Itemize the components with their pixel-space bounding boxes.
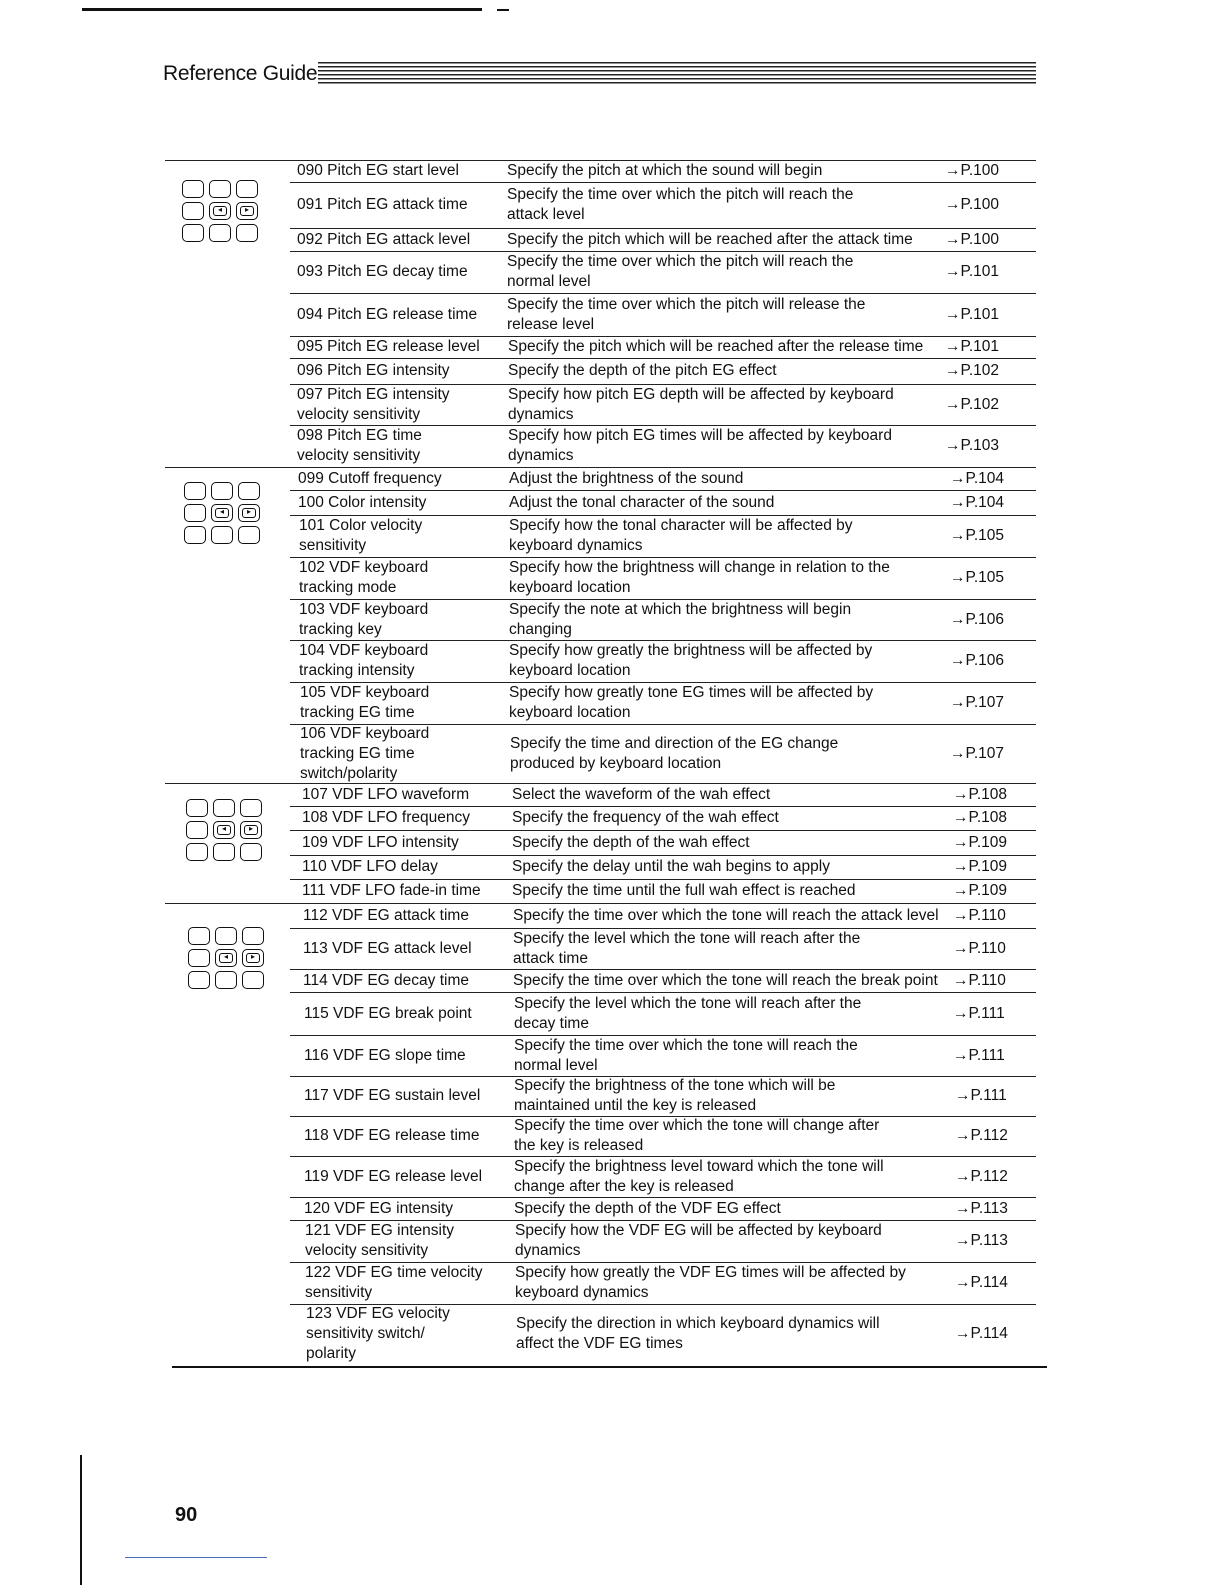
- key-icon: [182, 224, 204, 242]
- page-reference: [945, 228, 1025, 251]
- parameter-description-text: Specify how pitch EG depth will be affected by keyboard dynamics: [508, 385, 894, 423]
- parameter-description-text: Specify the level which the tone will reach after the attack time: [513, 929, 861, 967]
- page-reference-text: →P.106: [950, 610, 1005, 628]
- table-row: [0, 336, 1224, 358]
- left-arrow-icon: ◂: [217, 205, 222, 214]
- parameter-name-text: 096 Pitch EG intensity: [297, 362, 450, 379]
- table-row: [0, 251, 1224, 293]
- parameter-description: [514, 1076, 954, 1116]
- parameter-name-text: 108 VDF LFO frequency: [302, 809, 470, 826]
- param-key-icon: [238, 504, 260, 522]
- key-icon: [242, 927, 264, 945]
- parameter-name: [303, 969, 508, 992]
- parameter-description-text: Select the waveform of the wah effect: [512, 785, 771, 803]
- page-reference: [955, 1304, 1035, 1364]
- table-row: [0, 992, 1224, 1035]
- page-reference-text: →P.102: [945, 395, 1000, 413]
- page-reference: [945, 358, 1025, 384]
- table-row: [0, 1076, 1224, 1116]
- page-reference-text: →P.104: [950, 493, 1005, 511]
- page-reference: [953, 783, 1033, 806]
- right-arrow-icon: ▸: [246, 507, 251, 516]
- parameter-name-text: 113 VDF EG attack level: [303, 939, 472, 957]
- parameter-description-text: Specify the brightness of the tone which will be maintained until the key is released: [514, 1077, 836, 1114]
- parameter-name: [298, 467, 503, 490]
- page-reference-text: →P.106: [950, 652, 1005, 669]
- parameter-description: [513, 928, 953, 969]
- parameter-name-text: 092 Pitch EG attack level: [297, 230, 471, 248]
- page-reference-text: →P.113: [955, 1232, 1008, 1249]
- parameter-name-text: 091 Pitch EG attack time: [297, 196, 468, 213]
- page-reference: [945, 336, 1025, 358]
- parameter-description-text: Specify how the brightness will change in relation to the keyboard location: [509, 559, 890, 596]
- parameter-name-text: 112 VDF EG attack time: [303, 906, 469, 924]
- parameter-name-text: 100 Color intensity: [298, 493, 427, 511]
- key-icon: [213, 799, 235, 817]
- parameter-description-text: Specify the time over which the tone will reach the attack level: [513, 906, 939, 924]
- parameter-name-text: 094 Pitch EG release time: [297, 305, 478, 323]
- page-reference: [955, 1116, 1035, 1156]
- table-row: [0, 1116, 1224, 1156]
- parameter-name: [297, 293, 502, 336]
- parameter-description-text: Specify the frequency of the wah effect: [512, 809, 779, 826]
- parameter-description-text: Specify the pitch at which the sound will begin: [507, 162, 823, 179]
- parameter-description-text: Specify the delay until the wah begins to apply: [512, 858, 830, 875]
- parameter-description: [516, 1304, 956, 1364]
- parameter-description: [507, 228, 947, 251]
- table-row: [0, 879, 1224, 903]
- table-row: [0, 1156, 1224, 1197]
- page-reference-text: →P.105: [950, 527, 1005, 544]
- parameter-description: [514, 1116, 954, 1156]
- parameter-description: [514, 1035, 954, 1076]
- param-key-icon: [209, 202, 231, 220]
- key-icon: [188, 927, 210, 945]
- parameter-name: [302, 783, 507, 806]
- key-icon: [238, 526, 260, 544]
- page-reference: [950, 599, 1030, 640]
- page-reference-text: →P.105: [950, 569, 1005, 586]
- parameter-name: [299, 640, 504, 682]
- parameter-name: [300, 682, 505, 724]
- page-reference: [950, 515, 1030, 557]
- page-reference: [953, 992, 1033, 1035]
- parameter-name: [302, 855, 507, 879]
- parameter-description-text: Specify how greatly the brightness will be affected by keyboard location: [509, 642, 873, 679]
- page-reference: [953, 969, 1033, 992]
- page-reference: [945, 160, 1025, 182]
- param-key-icon: [213, 821, 235, 839]
- parameter-name-text: 117 VDF EG sustain level: [304, 1087, 481, 1104]
- parameter-description-text: Specify the pitch which will be reached after the release time: [508, 338, 924, 355]
- parameter-name-text: 109 VDF LFO intensity: [302, 833, 459, 851]
- page-reference: [945, 293, 1025, 336]
- parameter-name-text: 118 VDF EG release time: [304, 1127, 480, 1144]
- table-row: [0, 928, 1224, 969]
- parameter-description-text: Specify the pitch which will be reached after the attack time: [507, 230, 913, 248]
- table-row: [0, 557, 1224, 599]
- parameter-description-text: Adjust the brightness of the sound: [509, 469, 744, 487]
- parameter-name-text: 105 VDF keyboard tracking EG time: [300, 684, 430, 721]
- parameter-description-text: Specify the time over which the tone will reach the normal level: [514, 1036, 858, 1074]
- parameter-name: [297, 228, 502, 251]
- table-row: [0, 724, 1224, 783]
- page-reference: [945, 251, 1025, 293]
- table-row: [0, 969, 1224, 992]
- page-reference-text: →P.111: [953, 1046, 1005, 1064]
- left-arrow-icon: ◂: [223, 952, 228, 961]
- parameter-name: [304, 1116, 509, 1156]
- parameter-description-text: Specify the depth of the wah effect: [512, 833, 750, 851]
- parameter-description: [509, 490, 949, 515]
- parameter-name: [303, 903, 508, 928]
- page-reference-text: →P.108: [953, 785, 1008, 803]
- parameter-description-text: Specify how the tonal character will be affected by keyboard dynamics: [509, 517, 853, 554]
- parameter-name: [299, 599, 504, 640]
- parameter-description-text: Specify the time and direction of the EG change produced by keyboard location: [510, 734, 839, 772]
- parameter-description: [508, 358, 948, 384]
- left-arrow-icon: ◂: [219, 507, 224, 516]
- page-reference-text: →P.109: [953, 882, 1008, 899]
- parameter-description: [508, 336, 948, 358]
- keypad-icon: [182, 180, 262, 244]
- key-icon: [236, 224, 258, 242]
- parameter-name: [304, 1197, 509, 1220]
- page-reference: [950, 640, 1030, 682]
- page-reference-text: →P.101: [945, 263, 1000, 280]
- page-reference: [950, 467, 1030, 490]
- parameter-name: [297, 182, 502, 228]
- page-reference-text: →P.112: [955, 1127, 1008, 1144]
- parameter-name-text: 110 VDF LFO delay: [302, 858, 438, 875]
- keypad-icon: [188, 927, 268, 991]
- parameter-name-text: 122 VDF EG time velocity sensitivity: [305, 1264, 483, 1301]
- parameter-description-text: Specify the level which the tone will reach after the decay time: [514, 994, 862, 1032]
- page-reference: [955, 1220, 1035, 1262]
- parameter-description-text: Adjust the tonal character of the sound: [509, 493, 775, 511]
- parameter-description-text: Specify the time over which the tone will change after the key is released: [514, 1117, 880, 1154]
- parameter-description: [512, 855, 952, 879]
- param-key-icon: [211, 504, 233, 522]
- parameter-name-text: 099 Cutoff frequency: [298, 469, 442, 487]
- page-reference-text: →P.109: [953, 833, 1008, 851]
- parameter-description: [515, 1220, 955, 1262]
- table-row: [0, 830, 1224, 855]
- page-reference-text: →P.111: [953, 1004, 1005, 1022]
- key-icon: [242, 971, 264, 989]
- key-icon: [240, 843, 262, 861]
- keypad-icon: [186, 799, 266, 863]
- page-reference: [955, 1197, 1035, 1220]
- page-reference-text: →P.111: [955, 1087, 1007, 1104]
- parameter-description-text: Specify the direction in which keyboard dynamics will affect the VDF EG times: [516, 1315, 880, 1352]
- table-row: [0, 682, 1224, 724]
- key-icon: [213, 843, 235, 861]
- table-row: [0, 1220, 1224, 1262]
- parameter-description: [509, 640, 949, 682]
- parameter-description: [514, 1197, 954, 1220]
- margin-bar: [80, 1455, 82, 1585]
- key-icon: [184, 526, 206, 544]
- parameter-description-text: Specify the brightness level toward which the tone will change after the key is released: [514, 1157, 884, 1195]
- parameter-name: [302, 879, 507, 903]
- table-row: [0, 1197, 1224, 1220]
- page-reference-text: →P.110: [953, 971, 1006, 989]
- parameter-name-text: 114 VDF EG decay time: [303, 971, 469, 989]
- parameter-description-text: Specify how greatly tone EG times will be affected by keyboard location: [509, 684, 874, 721]
- key-icon: [209, 180, 231, 198]
- parameter-description: [512, 783, 952, 806]
- page-reference: [953, 879, 1033, 903]
- page-reference: [955, 1156, 1035, 1197]
- table-row: [0, 1035, 1224, 1076]
- key-icon: [240, 799, 262, 817]
- key-icon: [184, 482, 206, 500]
- page-reference-text: →P.110: [953, 939, 1006, 957]
- key-icon: [182, 202, 204, 220]
- page-header-title: Reference Guide: [163, 62, 318, 85]
- parameter-name-text: 120 VDF EG intensity: [304, 1199, 454, 1217]
- page-reference: [953, 928, 1033, 969]
- parameter-description: [509, 467, 949, 490]
- page-reference-text: →P.109: [953, 858, 1008, 875]
- table-row: [0, 160, 1224, 182]
- parameter-name: [305, 1262, 510, 1304]
- key-icon: [211, 482, 233, 500]
- parameter-description: [509, 557, 949, 599]
- parameter-name: [302, 806, 507, 830]
- parameter-name-text: 106 VDF keyboard tracking EG time switch/polarity: [300, 724, 430, 782]
- parameter-description: [514, 1156, 954, 1197]
- parameter-name: [297, 336, 502, 358]
- parameter-name: [304, 1156, 509, 1197]
- key-icon: [215, 927, 237, 945]
- parameter-description-text: Specify the time over which the pitch will reach the normal level: [507, 253, 854, 290]
- parameter-name-text: 119 VDF EG release level: [304, 1167, 483, 1185]
- parameter-name-text: 121 VDF EG intensity velocity sensitivity: [305, 1222, 455, 1259]
- page-number: 90: [175, 1504, 198, 1526]
- parameter-description-text: Specify the time over which the pitch will release the release level: [507, 295, 866, 333]
- key-icon: [211, 526, 233, 544]
- parameter-description: [515, 1262, 955, 1304]
- parameter-name: [299, 515, 504, 557]
- parameter-description: [507, 293, 947, 336]
- parameter-name: [305, 1220, 510, 1262]
- parameter-description: [512, 806, 952, 830]
- page-reference: [953, 1035, 1033, 1076]
- table-row: [0, 1262, 1224, 1304]
- parameter-name: [306, 1304, 511, 1364]
- right-arrow-icon: ▸: [248, 824, 253, 833]
- page-reference: [955, 1262, 1035, 1304]
- parameter-description-text: Specify the depth of the VDF EG effect: [514, 1199, 781, 1217]
- parameter-description: [514, 992, 954, 1035]
- parameter-name-text: 116 VDF EG slope time: [304, 1046, 466, 1064]
- key-icon: [238, 482, 260, 500]
- table-row: [0, 599, 1224, 640]
- key-icon: [215, 971, 237, 989]
- page-reference-text: →P.107: [950, 694, 1005, 711]
- page-reference: [953, 830, 1033, 855]
- parameter-description: [509, 599, 949, 640]
- parameter-name: [304, 992, 509, 1035]
- parameter-name-text: 103 VDF keyboard tracking key: [299, 600, 429, 638]
- parameter-name-text: 101 Color velocity sensitivity: [299, 517, 423, 554]
- key-icon: [182, 180, 204, 198]
- table-row: [0, 783, 1224, 806]
- parameter-name: [304, 1076, 509, 1116]
- table-row: [0, 425, 1224, 467]
- parameter-name-text: 111 VDF LFO fade-in time: [302, 882, 481, 899]
- table-row: [0, 806, 1224, 830]
- parameter-name-text: 107 VDF LFO waveform: [302, 785, 470, 803]
- key-icon: [186, 821, 208, 839]
- table-row: [0, 903, 1224, 928]
- parameter-name-text: 098 Pitch EG time velocity sensitivity: [297, 427, 422, 464]
- parameter-name-text: 097 Pitch EG intensity velocity sensitivity: [297, 385, 450, 423]
- param-key-icon: [242, 949, 264, 967]
- footer-line: [125, 1557, 267, 1558]
- parameter-name-text: 095 Pitch EG release level: [297, 338, 480, 355]
- key-icon: [236, 180, 258, 198]
- table-row: [0, 384, 1224, 425]
- parameter-name: [303, 928, 508, 969]
- page-reference: [945, 425, 1025, 467]
- key-icon: [184, 504, 206, 522]
- parameter-description: [512, 830, 952, 855]
- parameter-name-text: 093 Pitch EG decay time: [297, 263, 468, 280]
- page-reference-text: →P.101: [945, 338, 1000, 355]
- right-arrow-icon: ▸: [244, 205, 249, 214]
- page-reference-text: →P.114: [955, 1274, 1008, 1291]
- parameter-name-text: 123 VDF EG velocity sensitivity switch/ polarity: [306, 1305, 450, 1362]
- parameter-description: [509, 682, 949, 724]
- parameter-name: [297, 358, 502, 384]
- table-bottom-rule: [172, 1366, 1047, 1368]
- parameter-name: [297, 251, 502, 293]
- parameter-description: [507, 182, 947, 228]
- table-row: [0, 855, 1224, 879]
- table-row: [0, 293, 1224, 336]
- parameter-description: [513, 903, 953, 928]
- parameter-description: [507, 160, 947, 182]
- parameter-name-text: 104 VDF keyboard tracking intensity: [299, 642, 429, 679]
- parameter-description: [509, 515, 949, 557]
- keypad-icon: [184, 482, 264, 546]
- table-row: [0, 640, 1224, 682]
- page-reference-text: →P.110: [953, 906, 1006, 924]
- parameter-name: [304, 1035, 509, 1076]
- parameter-name: [299, 557, 504, 599]
- parameter-description-text: Specify the time over which the tone will reach the break point: [513, 971, 938, 989]
- page-reference: [950, 682, 1030, 724]
- parameter-description: [512, 879, 952, 903]
- page-reference: [953, 806, 1033, 830]
- page-reference-text: →P.107: [950, 744, 1005, 762]
- page-reference-text: →P.101: [945, 305, 1000, 323]
- table-row: [0, 358, 1224, 384]
- page-reference-text: →P.102: [945, 362, 1000, 379]
- key-icon: [209, 224, 231, 242]
- page-reference-text: →P.103: [945, 437, 1000, 454]
- right-arrow-icon: ▸: [250, 952, 255, 961]
- parameter-description-text: Specify how pitch EG times will be affected by keyboard dynamics: [508, 427, 892, 464]
- page-reference: [953, 855, 1033, 879]
- param-key-icon: [240, 821, 262, 839]
- left-arrow-icon: ◂: [221, 824, 226, 833]
- parameter-name: [298, 490, 503, 515]
- parameter-name-text: 090 Pitch EG start level: [297, 162, 459, 179]
- page-reference: [955, 1076, 1035, 1116]
- key-icon: [188, 949, 210, 967]
- key-icon: [186, 799, 208, 817]
- param-key-icon: [236, 202, 258, 220]
- parameter-description-text: Specify how the VDF EG will be affected by keyboard dynamics: [515, 1222, 882, 1259]
- page-reference: [950, 490, 1030, 515]
- page-reference-text: →P.108: [953, 809, 1008, 826]
- page-reference-text: →P.100: [945, 196, 1000, 213]
- parameter-description: [513, 969, 953, 992]
- parameter-name: [302, 830, 507, 855]
- parameter-name: [297, 384, 502, 425]
- page-reference: [950, 557, 1030, 599]
- key-icon: [186, 843, 208, 861]
- page-reference-text: →P.104: [950, 469, 1005, 487]
- parameter-description: [507, 251, 947, 293]
- parameter-description-text: Specify the depth of the pitch EG effect: [508, 362, 777, 379]
- parameter-description: [508, 384, 948, 425]
- page-reference-text: →P.100: [945, 162, 1000, 179]
- page-reference: [945, 182, 1025, 228]
- key-icon: [188, 971, 210, 989]
- parameter-name-text: 102 VDF keyboard tracking mode: [299, 559, 429, 596]
- param-key-icon: [215, 949, 237, 967]
- parameter-description-text: Specify the time until the full wah effect is reached: [512, 882, 856, 899]
- table-row: [0, 1304, 1224, 1364]
- page-reference: [945, 384, 1025, 425]
- page-reference: [950, 724, 1030, 783]
- parameter-description: [510, 724, 950, 783]
- parameter-description: [508, 425, 948, 467]
- page-reference-text: →P.112: [955, 1167, 1008, 1185]
- page-reference-text: →P.113: [955, 1199, 1008, 1217]
- page-reference: [953, 903, 1033, 928]
- parameter-name: [297, 425, 502, 467]
- parameter-description-text: Specify how greatly the VDF EG times will be affected by keyboard dynamics: [515, 1264, 906, 1301]
- parameter-name: [300, 724, 505, 783]
- page-reference-text: →P.114: [955, 1325, 1008, 1342]
- parameter-description-text: Specify the note at which the brightness will begin changing: [509, 600, 852, 638]
- parameter-name: [297, 160, 502, 182]
- parameter-description-text: Specify the time over which the pitch will reach the attack level: [507, 186, 854, 223]
- page-reference-text: →P.100: [945, 230, 1000, 248]
- parameter-name-text: 115 VDF EG break point: [304, 1004, 472, 1022]
